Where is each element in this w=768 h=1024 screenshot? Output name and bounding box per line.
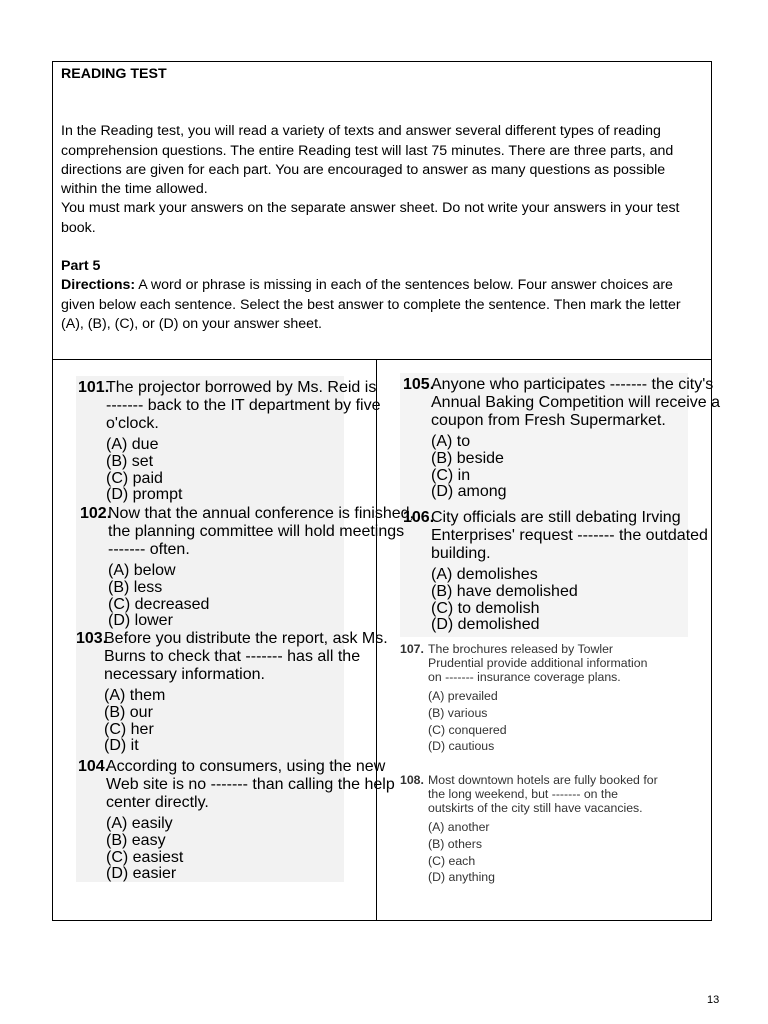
option-d[interactable]: (D) lower bbox=[108, 612, 173, 630]
stem-line: ------- back to the IT department by five bbox=[106, 397, 381, 414]
question-102 bbox=[80, 505, 414, 630]
intro-paragraph-2: You must mark your answers on the separate answer sheet. Do not write your answers in your test book. bbox=[61, 200, 680, 236]
stem-line: building. bbox=[431, 545, 491, 562]
option-a[interactable]: (A) demolishes bbox=[431, 566, 538, 583]
option-c[interactable]: (C) conquered bbox=[428, 722, 507, 737]
stem-line: Web site is no ------- than calling the help bbox=[106, 776, 395, 793]
option-b[interactable]: (B) our bbox=[104, 703, 153, 721]
directions-label: Directions: bbox=[61, 277, 136, 294]
stem-line: coupon from Fresh Supermarket. bbox=[431, 412, 666, 429]
directions bbox=[61, 276, 703, 334]
stem-line: o'clock. bbox=[106, 415, 159, 432]
option-a[interactable]: (A) another bbox=[428, 820, 490, 834]
stem-line: Before you distribute the report, ask Ms. bbox=[104, 630, 388, 647]
option-d[interactable]: (D) cautious bbox=[428, 739, 495, 754]
option-b[interactable]: (B) set bbox=[106, 452, 154, 470]
question-number: 101. bbox=[78, 379, 110, 396]
option-c[interactable]: (C) to demolish bbox=[431, 599, 540, 617]
stem-line: Most downtown hotels are fully booked for bbox=[428, 773, 658, 787]
option-b[interactable]: (B) less bbox=[108, 578, 163, 596]
question-107 bbox=[400, 642, 647, 755]
part-label: Part 5 bbox=[61, 258, 101, 275]
stem-line: on ------- insurance coverage plans. bbox=[428, 670, 621, 684]
question-number: 104. bbox=[78, 758, 110, 775]
option-a[interactable]: (A) them bbox=[104, 687, 166, 704]
instructions-section bbox=[53, 62, 711, 360]
question-number: 105. bbox=[403, 376, 435, 393]
stem-line: Burns to check that ------- has all the bbox=[104, 648, 361, 665]
stem-line: According to consumers, using the new bbox=[106, 758, 386, 775]
option-a[interactable]: (A) below bbox=[108, 562, 176, 579]
option-c[interactable]: (C) paid bbox=[106, 469, 163, 487]
option-b[interactable]: (B) various bbox=[428, 705, 488, 720]
stem-line: Prudential provide additional information bbox=[428, 656, 648, 670]
option-d[interactable]: (D) anything bbox=[428, 870, 495, 885]
question-104 bbox=[78, 758, 395, 883]
stem-line: outskirts of the city still have vacancies. bbox=[428, 801, 643, 815]
option-b[interactable]: (B) easy bbox=[106, 831, 166, 849]
option-d[interactable]: (D) demolished bbox=[431, 616, 540, 634]
question-number: 103. bbox=[76, 630, 108, 647]
option-d[interactable]: (D) it bbox=[104, 737, 139, 755]
option-a[interactable]: (A) easily bbox=[106, 815, 173, 832]
section-title: READING TEST bbox=[61, 66, 167, 82]
option-d[interactable]: (D) prompt bbox=[106, 486, 183, 504]
option-a[interactable]: (A) due bbox=[106, 436, 159, 453]
question-103 bbox=[76, 630, 388, 755]
option-d[interactable]: (D) among bbox=[431, 483, 507, 501]
stem-line: center directly. bbox=[106, 794, 209, 811]
intro-paragraph-1: In the Reading test, you will read a variety of texts and answer several different types of reading comprehension questions. The entire Reading test will last 75 minutes. There are three parts, and directions are given for each part. You are encouraged to answer as many questions as possible within the time allowed. bbox=[61, 123, 674, 198]
option-c[interactable]: (C) easiest bbox=[106, 848, 184, 866]
page-number: 13 bbox=[707, 994, 720, 1006]
option-a[interactable]: (A) prevailed bbox=[428, 689, 498, 703]
stem-line: Anyone who participates ------- the city's bbox=[431, 376, 714, 393]
stem-line: The projector borrowed by Ms. Reid is bbox=[106, 379, 377, 396]
stem-line: necessary information. bbox=[104, 666, 265, 683]
question-number: 107. bbox=[400, 642, 424, 656]
question-number: 108. bbox=[400, 773, 424, 787]
stem-line: the planning committee will hold meetings bbox=[108, 523, 405, 540]
question-108 bbox=[400, 773, 658, 886]
option-a[interactable]: (A) to bbox=[431, 433, 471, 450]
directions-text: A word or phrase is missing in each of the sentences below. Four answer choices are given below each sentence. Select the best answer to complete the sentence. Then mark the letter (A), (B), (C), or (D) on your answer sheet. bbox=[61, 277, 681, 332]
option-b[interactable]: (B) others bbox=[428, 836, 482, 851]
stem-line: ------- often. bbox=[108, 541, 190, 558]
stem-line: The brochures released by Towler bbox=[428, 642, 614, 656]
question-106 bbox=[403, 509, 708, 634]
question-number: 102. bbox=[80, 505, 112, 522]
option-b[interactable]: (B) beside bbox=[431, 449, 504, 467]
stem-line: City officials are still debating Irving bbox=[431, 509, 681, 526]
option-c[interactable]: (C) her bbox=[104, 720, 154, 738]
stem-line: Now that the annual conference is finished, bbox=[108, 505, 414, 522]
stem-line: Annual Baking Competition will receive a bbox=[431, 394, 721, 411]
question-101 bbox=[78, 379, 380, 504]
stem-line: the long weekend, but ------- on the bbox=[428, 787, 619, 801]
question-105 bbox=[403, 376, 720, 501]
question-number: 106. bbox=[403, 509, 435, 526]
option-b[interactable]: (B) have demolished bbox=[431, 582, 578, 600]
option-c[interactable]: (C) decreased bbox=[108, 595, 210, 613]
option-c[interactable]: (C) each bbox=[428, 853, 476, 868]
stem-line: Enterprises' request ------- the outdated bbox=[431, 527, 708, 544]
option-c[interactable]: (C) in bbox=[431, 466, 471, 484]
option-d[interactable]: (D) easier bbox=[106, 865, 177, 883]
